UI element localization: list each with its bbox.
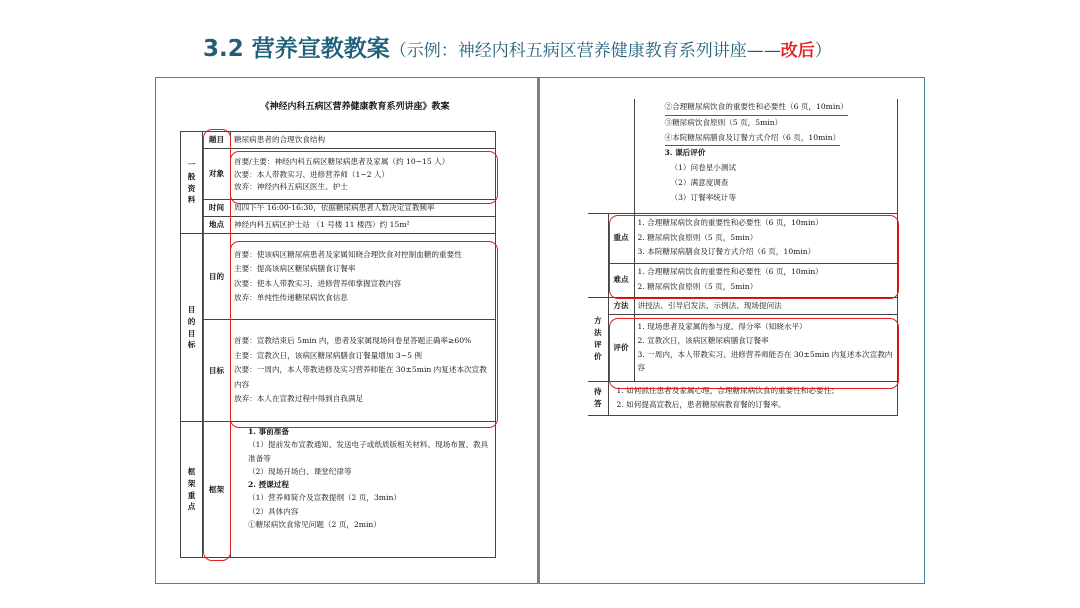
sec-char: 评 [593, 340, 602, 349]
slide-title-close: ） [814, 41, 832, 61]
slide-title-main: 3.2 营养宣教教案 [203, 36, 390, 62]
sec-char: 的 [187, 316, 196, 326]
label-place: 地点 [203, 217, 231, 234]
target-line: 次要：一周内，本人带教进修及实习营养师能在 30±5min 内复述本次宣教内容 [234, 365, 487, 389]
continuation-line: （1）问卷星小测试 [670, 163, 737, 173]
sec-char: 答 [593, 399, 602, 408]
sec-char: 一 [187, 159, 196, 169]
purpose-line: 放弃：单纯性传递糖尿病饮食信息 [234, 292, 348, 302]
continuation-cell [634, 99, 898, 213]
evaluation-line: 3. 一周内，本人带教实习、进修营养师能否在 30±5min 内复述本次宣教内容 [637, 349, 893, 373]
audience-cell [231, 149, 496, 200]
sec-char: 价 [593, 351, 602, 361]
difficulty-cell [634, 263, 898, 297]
section-goal [181, 234, 203, 422]
left-page [180, 131, 496, 558]
key-line: 3. 本院糖尿病膳食及订餐方式介绍（6 页，10min） [637, 247, 816, 257]
evaluation-line: 1. 现场患者及家属的参与度、得分率（知晓水平） [637, 322, 807, 332]
label-topic: 题目 [203, 132, 231, 149]
blank-cell [588, 213, 608, 297]
sec-char: 般 [187, 171, 196, 181]
slide-title [203, 30, 832, 62]
framework-line: （1）提前发布宣教通知、发送电子或纸质版相关材料、现场布置、教具准备等 [248, 440, 489, 463]
section-method [588, 297, 608, 381]
difficulty-line: 2. 糖尿病饮食原则（5 页，5min） [637, 282, 758, 291]
evaluation-line: 2. 宣教次日，该病区糖尿病膳食订餐率 [637, 335, 769, 345]
framework-line: 2. 授课过程 [248, 480, 289, 490]
label-difficulty: 难点 [608, 263, 634, 297]
key-line: 1. 合理糖尿病饮食的重要性和必要性（6 页，10min） [637, 217, 823, 227]
continuation-line: （2）满意度调查 [670, 177, 729, 187]
sec-char: 重 [187, 490, 196, 500]
purpose-line: 首要：使该病区糖尿病患者及家属知晓合理饮食对控制血糖的重要性 [234, 249, 462, 259]
evaluation-cell [634, 314, 898, 381]
sec-char: 法 [593, 328, 602, 338]
continuation-line [665, 131, 895, 147]
label-framework: 框架 [203, 422, 231, 558]
sec-char: 标 [187, 340, 196, 350]
section-general [181, 132, 203, 234]
sec-char: 点 [187, 502, 196, 512]
continuation-line: 3. 课后评价 [664, 148, 706, 158]
lesson-plan-table-left [180, 131, 496, 558]
sec-char: 目 [187, 304, 196, 314]
topic-value: 糖尿病患者的合理饮食结构 [231, 132, 496, 149]
purpose-line: 次要：使本人带教实习、进修营养师掌握宣教内容 [234, 278, 402, 288]
framework-cell [231, 422, 496, 558]
section-pending [588, 381, 608, 415]
lesson-plan-table-right [588, 99, 898, 416]
target-line: 主要：宣教次日，该病区糖尿病膳食订餐量增加 3~5 例 [234, 350, 422, 360]
framework-line: （2）现场开场白、课堂纪律等 [248, 466, 352, 476]
purpose-line: 主要：提高该病区糖尿病膳食订餐率 [234, 264, 356, 274]
place-value: 神经内科五病区护士站 （1 号楼 11 楼西）约 15m² [231, 217, 496, 234]
label-evaluation: 评价 [608, 314, 634, 381]
continuation-line [665, 100, 895, 116]
time-value: 周四下午 16:00-16:30，依据糖尿病患者人数决定宣教频率 [231, 200, 496, 217]
slide-title-accent: 改后 [780, 41, 815, 61]
target-cell [231, 320, 496, 422]
key-cell [634, 213, 898, 263]
sec-char: 方 [593, 316, 602, 326]
section-framework [181, 422, 203, 558]
label-target: 目标 [203, 320, 231, 422]
document-title: 《神经内科五病区营养健康教育系列讲座》教案 [260, 102, 450, 112]
sec-char: 料 [187, 195, 196, 205]
sec-char: 框 [187, 466, 196, 476]
page-divider [537, 77, 540, 584]
method-value: 讲授法、引导启发法、示例法、现场提问法 [634, 297, 898, 314]
audience-line: 次要：本人带教实习、进修营养师（1~2 人） [234, 169, 390, 179]
framework-line: 1. 事前准备 [248, 427, 289, 436]
pending-line: 1. 如何抓住患者及家属心理，合理糖尿病饮食的重要性和必要性； [616, 385, 839, 395]
continuation-text: ②合理糖尿病饮食的重要性和必要性（6 页，10min） [665, 100, 848, 116]
pending-line: 2. 如何提高宣教后，患者糖尿病教育餐的订餐率。 [616, 400, 786, 409]
framework-line: （2）具体内容 [248, 506, 299, 516]
continuation-text: ④本院糖尿病膳食及订餐方式介绍（6 页，10min） [665, 131, 841, 147]
audience-line: 放弃：神经内科五病区医生、护士 [234, 182, 348, 192]
sec-char: 待 [593, 387, 602, 397]
right-page [588, 99, 898, 416]
label-time: 时间 [203, 200, 231, 217]
pending-cell [608, 381, 898, 415]
difficulty-line: 1. 合理糖尿病饮食的重要性和必要性（6 页，10min） [637, 267, 823, 277]
label-key: 重点 [608, 213, 634, 263]
label-method: 方法 [608, 297, 634, 314]
target-line: 首要：宣教结束后 5min 内，患者及家属现场问卷星答题正确率≥60% [234, 336, 472, 346]
slide-title-sub: （示例：神经内科五病区营养健康教育系列讲座—— [389, 41, 781, 61]
label-purpose: 目的 [203, 234, 231, 320]
label-audience: 对象 [203, 149, 231, 200]
sec-char: 资 [187, 183, 196, 193]
continuation-spacer [588, 99, 634, 213]
purpose-cell [231, 234, 496, 320]
target-line: 放弃：本人在宣教过程中得到自我满足 [234, 394, 364, 404]
key-line: 2. 糖尿病饮食原则（5 页，5min） [637, 232, 758, 242]
continuation-line: ③糖尿病饮食原则（5 页，5min） [664, 117, 783, 127]
continuation-line: （3）订餐率统计等 [670, 192, 737, 202]
framework-line: （1）营养师简介及宣教提纲（2 页，3min） [248, 493, 401, 503]
sec-char: 架 [187, 478, 196, 488]
audience-line: 首要/主要：神经内科五病区糖尿病患者及家属（约 10~15 人） [234, 157, 450, 167]
framework-line: ①糖尿病饮食常见问题（2 页，2min） [248, 519, 381, 529]
sec-char: 目 [187, 328, 196, 338]
